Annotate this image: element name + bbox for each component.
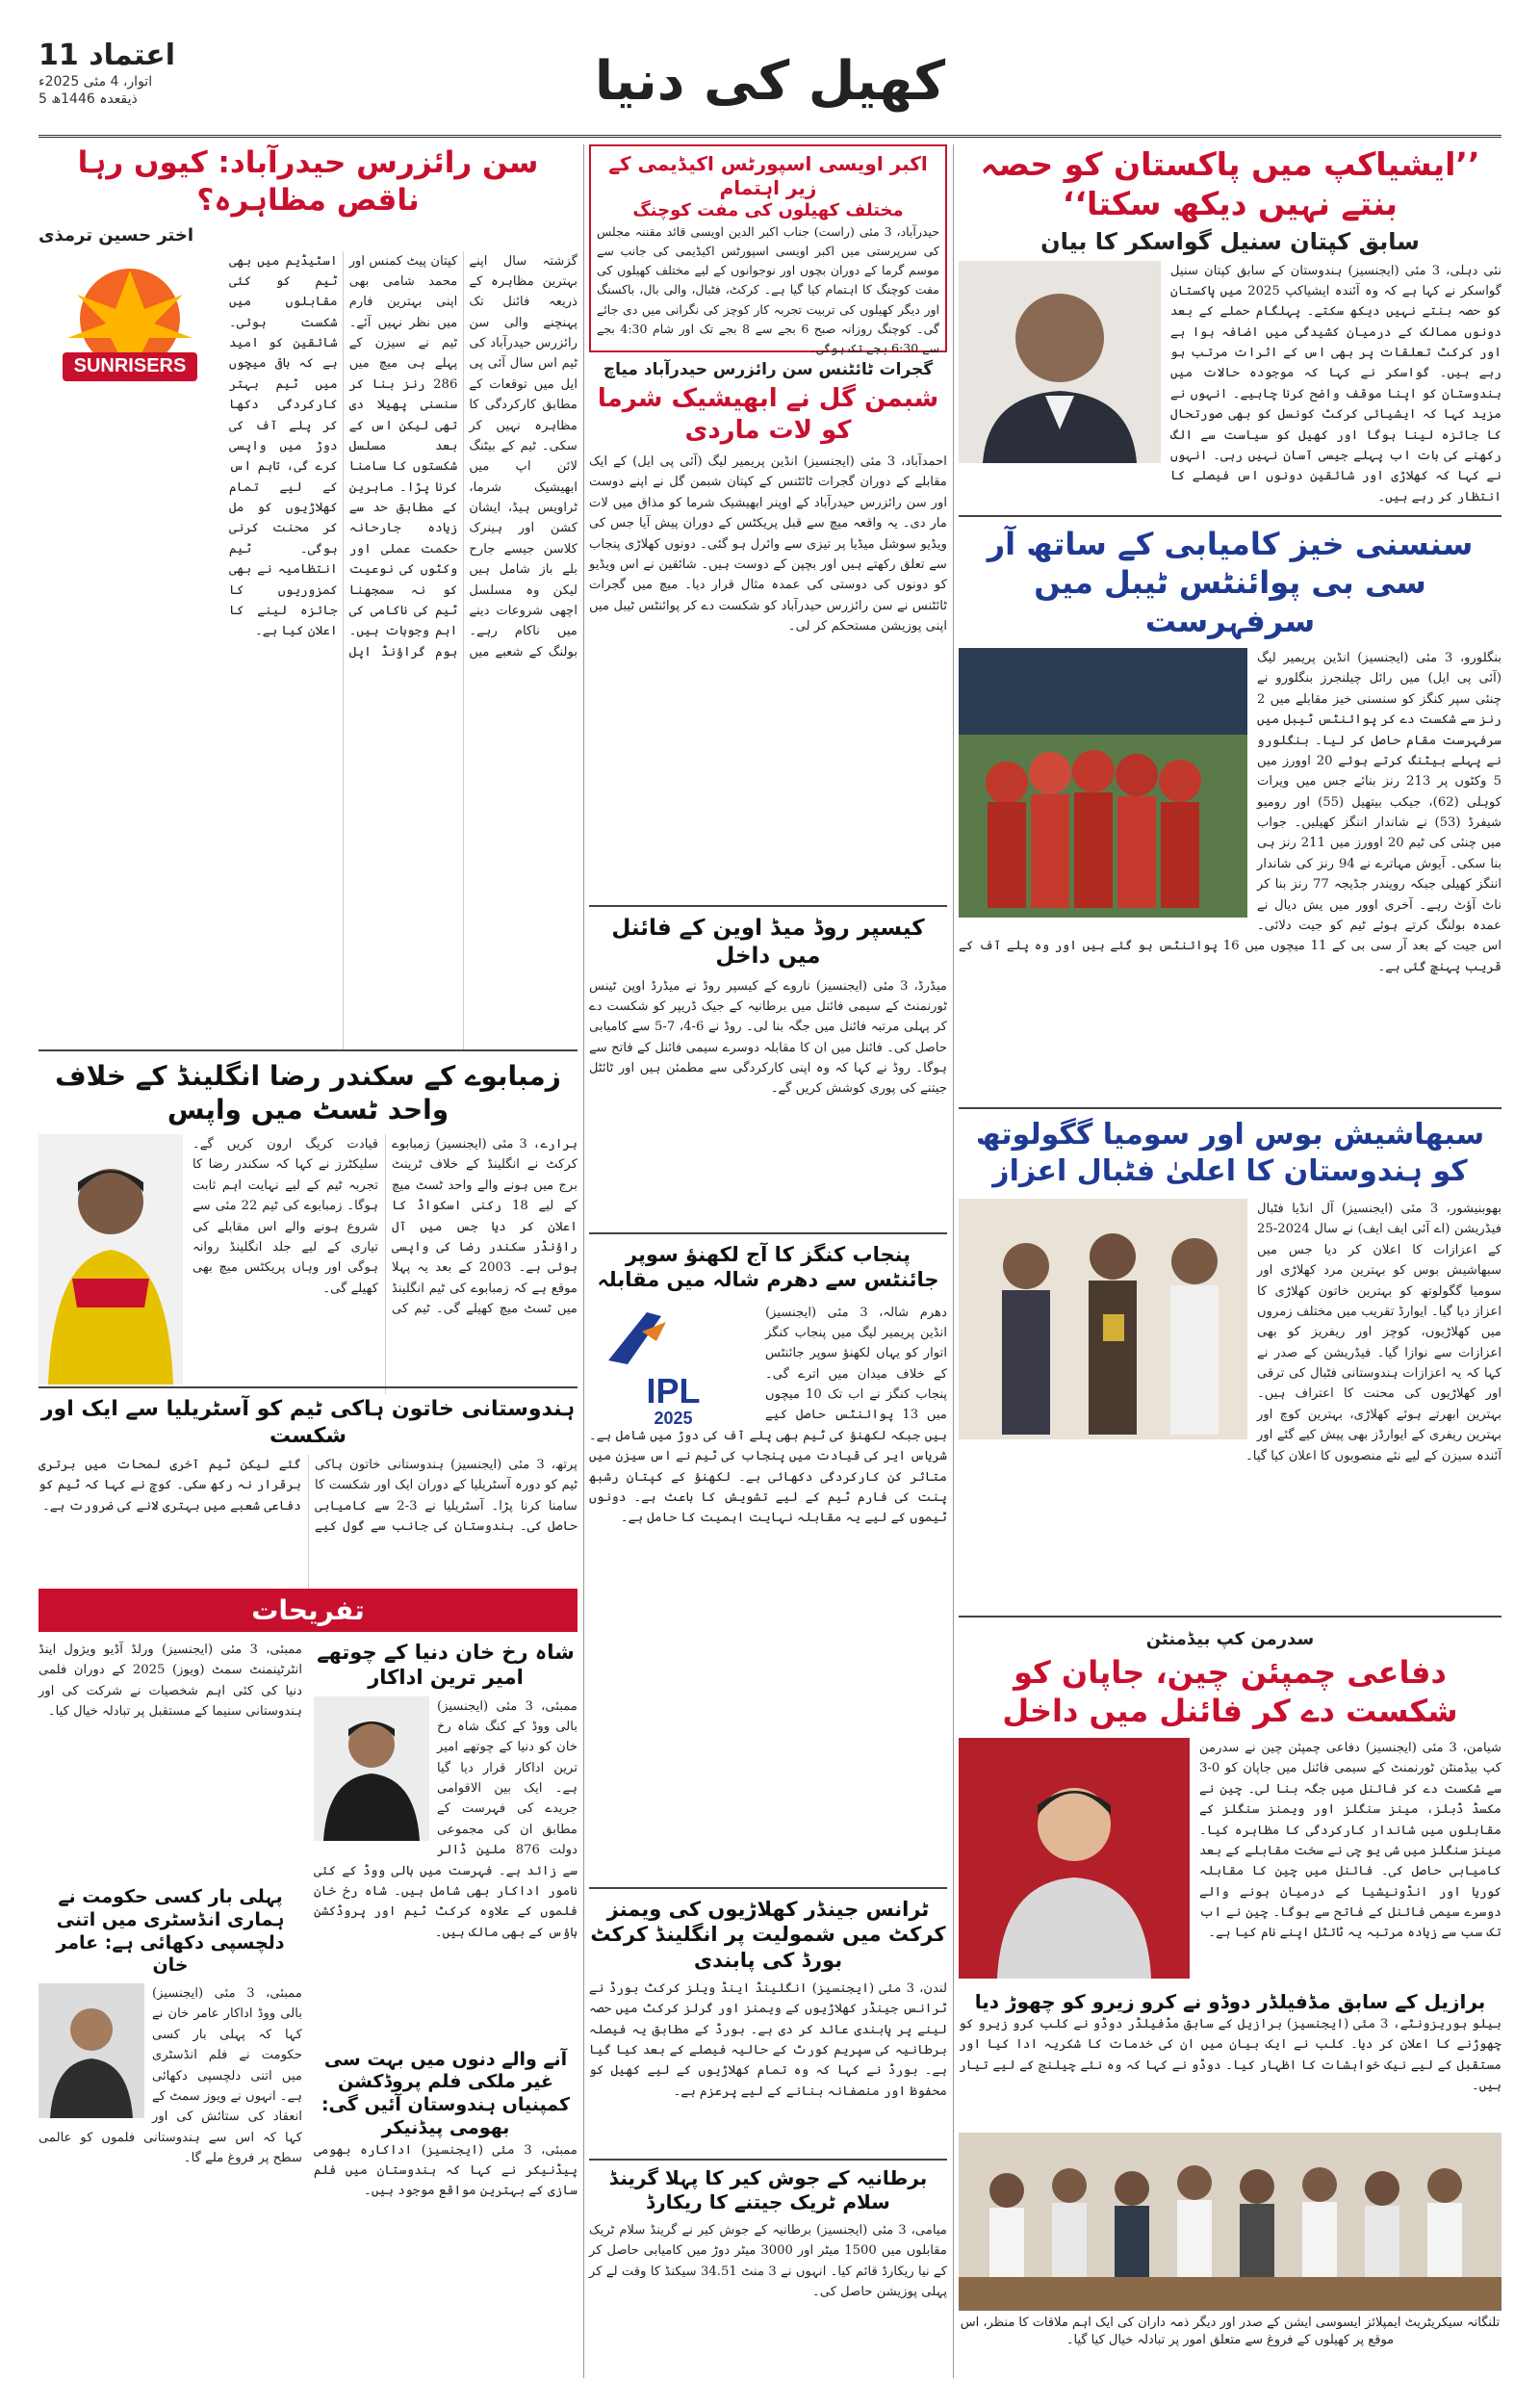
article-badminton	[959, 1625, 1502, 2126]
kicker: سدرمن کپ بیڈمنٹن	[1145, 1629, 1315, 1649]
photo-story-meeting	[959, 2133, 1502, 2378]
right-column	[959, 144, 1502, 2378]
article-body: ہرارے، 3 مئی (ایجنسیز) زمبابوے کرکٹ نے انگلینڈ کے خلاف ٹرینٹ برج میں ہونے والے واحد ٹسٹ میچ کے لیے 18 رکنی اسکواڈ کا اعلان کر دیا جس میں آل راؤنڈر سکندر رضا کی واپسی ہوئی ہے۔ 2003 کے بعد یہ پہلا موقع ہے کہ زمبابوے کی ٹیم انگلینڈ میں ٹسٹ میچ کھیلے گی۔ ٹیم کی قیادت کریگ ارون کریں گے۔ سلیکٹرز نے کہا کہ سکندر رضا کا تجربہ ٹیم کے لیے نہایت اہم ثابت ہوگا۔ زمبابوے کی ٹیم 22 مئی سے شروع ہونے والے اس مقابلے کی تیاری کے لیے جلد انگلینڈ روانہ ہوگی اور وہاں پریکٹس میچ بھی کھیلے گی۔	[192, 1137, 578, 1316]
headline: سنسنی خیز کامیابی کے ساتھ آر سی بی پوائنٹس ٹیبل میں سرفہرست	[987, 526, 1474, 639]
photo-caption: تلنگانہ سیکریٹریٹ ایمپلائز ایسوسی ایشن کے صدر اور دیگر ذمہ داران کی ایک اہم ملاقات کا منظر، اس موقع پر کھیلوں کے فروغ سے متعلق امور پر تبادلہ خیال کیا گیا۔	[960, 2316, 1501, 2348]
article-josh-kerr	[589, 2166, 947, 2378]
headline: پنجاب کنگز کا آج لکھنؤ سوپر جائنٹس سے دھرم شالہ میں مقابلہ	[597, 1243, 939, 1292]
brief-body: بیلو ہوریزونٹے، 3 مئی (ایجنسیز) برازیل کے سابق مڈفیلڈر دوڈو نے کلب کرو زیرو کو چھوڑنے کا اعلان کر دیا۔ کلب نے ایک بیان میں ان کی خدمات کا شکریہ ادا کیا اور مستقبل کے لیے نیک خواہشات کا اظہار کیا۔ دوڈو نے کہا کہ وہ نئے چیلنج کے لیے تیار ہیں۔	[959, 2017, 1502, 2094]
masthead	[38, 39, 1502, 138]
article-body: لندن، 3 مئی (ایجنسیز) انگلینڈ اینڈ ویلز کرکٹ بورڈ نے ٹرانس جینڈر کھلاڑیوں کے ویمنز اور گرلز کرکٹ میں حصہ لینے پر پابندی عائد کر دی ہے۔ بورڈ کے مطابق یہ فیصلہ برطانیہ کی سپریم کورٹ کے حالیہ فیصلے کے بعد کیا گیا ہے۔ بورڈ نے کہا کہ وہ تمام کھلاڑیوں کے لیے کھیل کو محفوظ اور منصفانہ بنانے کے لیے پرعزم ہے۔	[589, 1980, 948, 2099]
srh-logo-text: SUNRISERS	[73, 354, 187, 376]
photo-rcb-team-huddle	[959, 648, 1247, 918]
article-body: ممبئی، 3 مئی (ایجنسیز) بالی ووڈ کے کنگ شاہ رخ خان کو دنیا کے چوتھے امیر ترین اداکار قرار دیا گیا ہے۔ ایک بین الاقوامی جریدے کی فہرست کے مطابق ان کی مجموعی دولت 876 ملین ڈالر سے زائد ہے۔ فہرست میں ہالی ووڈ کے کئی نامور اداکار بھی شامل ہیں۔ شاہ رخ خان فلموں کے علاوہ کرکٹ ٹیم اور پروڈکشن ہاؤس کے بھی مالک ہیں۔	[314, 1698, 578, 1940]
article-body: ممبئی، 3 مئی (ایجنسیز) اداکارہ بھومی پیڈنیکر نے کہا کہ ہندوستان میں فلم سازی کے بہترین مواقع موجود ہیں۔	[314, 2142, 578, 2199]
photo-sikandar-raza	[38, 1134, 183, 1385]
column-divider	[583, 144, 584, 2378]
section-title: کھیل کی دنیا	[594, 50, 946, 113]
headline: سن رائزرس حیدرآباد: کیوں رہا ناقص مظاہرہ؟	[77, 145, 539, 218]
photo-aamir-khan	[38, 1983, 144, 2118]
headline: شبمن گل نے ابھیشیک شرما کو لات ماردی	[597, 384, 939, 445]
article-body: گزشتہ سال اپنے بہترین مظاہرہ کے ذریعہ فائنل تک پہنچنے والی سن رائزرس حیدرآباد کی ٹیم اس سال آئی پی ایل میں توقعات کے مطابق کارکردگی کا مظاہرہ نہیں کر سکی۔ ٹیم کے بیٹنگ لائن اپ میں ابھیشیک شرما، ٹراویس ہیڈ، ایشان کشن اور ہینرک کلاسن جیسے جارح بلے باز شامل ہیں لیکن وہ مسلسل اچھی شروعات دینے میں ناکام رہے۔ بولنگ کے شعبے میں کپتان پیٹ کمنس اور محمد شامی بھی اپنی بہترین فارم میں نظر نہیں آئے۔ ٹیم نے سیزن کے پہلے ہی میچ میں 286 رنز بنا کر سنسنی پھیلا دی تھی لیکن اس کے بعد مسلسل شکستوں کا سامنا کرنا پڑا۔ ماہرین کے مطابق حد سے زیادہ جارحانہ حکمت عملی اور وکٹوں کی نوعیت کو نہ سمجھنا ٹیم کی ناکامی کی اہم وجوہات ہیں۔ ہوم گراؤنڈ اپل اسٹیڈیم میں بھی ٹیم کو کئی مقابلوں میں شکست ہوئی۔ شائقین کو امید ہے کہ باقی میچوں میں ٹیم بہتر کارکردگی دکھا کر پلے آف کی دوڑ میں واپسی کرے گی، تاہم اس کے لیے تمام کھلاڑیوں کو مل کر محنت کرنی ہوگی۔ ٹیم انتظامیہ نے بھی کمزوریوں کا جائزہ لینے کا اعلان کیا ہے۔	[229, 253, 578, 660]
photo-award-ceremony	[959, 1199, 1247, 1439]
article-body: بھوبنیشور، 3 مئی (ایجنسیز) آل انڈیا فٹبال فیڈریشن (اے آئی ایف ایف) نے سال 2024-25 کے اعزازات کا اعلان کر دیا جس میں سبھاشیش بوس کو بہترین مرد کھلاڑی اور سومیا گگولوتھ کو بہترین خاتون کھلاڑی کا اعزاز دیا گیا۔ ایوارڈ تقریب میں مختلف زمروں میں کھلاڑیوں، کوچز اور ریفریز کو بھی اعزازات سے نوازا گیا۔ فیڈریشن کے صدر نے کہا کہ یہ اعزازات ہندوستانی فٹبال کی ترقی اور کھلاڑیوں کی محنت کا اعتراف ہیں۔ بہترین ابھرتے ہوئے کھلاڑی، بہترین کوچ اور بہترین ریفری کے ایوارڈز بھی پیش کیے گئے اور آئندہ سیزن کے لیے نئے منصوبوں کا اعلان کیا گیا۔	[1245, 1202, 1502, 1463]
article-punjab-kings	[589, 1242, 947, 1877]
headline: ’’ایشیاکپ میں پاکستان کو حصہ بنتے نہیں دیکھ سکتا‘‘	[980, 145, 1480, 223]
subheadline: مختلف کھیلوں کی مفت کوچنگ	[632, 200, 904, 220]
entertainment-section	[38, 1589, 578, 2378]
divider	[589, 2159, 947, 2161]
divider	[589, 1887, 947, 1889]
headline: زمبابوے کے سکندر رضا انگلینڈ کے خلاف واحد ٹسٹ میں واپس	[55, 1060, 561, 1126]
article-womens-hockey	[38, 1396, 578, 1579]
photo-group-meeting	[959, 2133, 1502, 2311]
brief-headline: برازیل کے سابق مڈفیلڈر دوڈو نے کرو زیرو کو چھوڑ دیا	[974, 1990, 1486, 2013]
divider	[959, 1107, 1502, 1109]
headline: آنے والے دنوں میں بہت سی غیر ملکی فلم پروڈکشن کمپنیاں ہندوستان آئیں گی: بھومی پیڈنیکر	[321, 2048, 571, 2138]
divider	[959, 515, 1502, 517]
paper-name-page-number: اعتماد 11	[38, 39, 175, 72]
article-body: دھرم شالہ، 3 مئی (ایجنسیز) انڈین پریمیر لیگ میں پنجاب کنگز اتوار کو یہاں لکھنؤ سوپر جائنٹس کے خلاف میدان میں اترے گی۔ پنجاب کنگز نے اب تک 10 میچوں میں 13 پوائنٹس حاصل کیے ہیں جبکہ لکھنؤ کی ٹیم بھی پلے آف کی دوڑ میں شامل ہے۔ شریاس ایر کی قیادت میں پنجاب کی ٹیم نے اس سیزن میں متاثر کن کارکردگی دکھائی ہے۔ لکھنؤ کے کپتان رشبھ پنت کی فارم ٹیم کے لیے تشویش کا باعث ہے۔ دونوں ٹیموں کے لیے یہ مقابلہ نہایت اہمیت کا حامل ہے۔	[589, 1305, 948, 1526]
article-body: شیامن، 3 مئی (ایجنسیز) دفاعی چمپئن چین نے سدرمن کپ بیڈمنٹن ٹورنمنٹ کے سیمی فائنل میں جاپان کو 0-3 سے شکست دے کر فائنل میں جگہ بنا لی۔ چین نے مکسڈ ڈبلز، مینز سنگلز اور ویمنز سنگلز کے مقابلوں میں شاندار کارکردگی کا مظاہرہ کیا۔ مینز سنگلز میں شی یو چی نے سخت مقابلے کے بعد کامیابی حاصل کی۔ فائنل میں چین کا مقابلہ کوریا اور انڈونیشیا کے درمیان ہونے والے دوسرے سیمی فائنل کے فاتح سے ہوگا۔ چین نے اب تک سب سے زیادہ مرتبہ یہ ٹائٹل اپنے نام کیا ہے۔	[1199, 1741, 1502, 1941]
article-body: میامی، 3 مئی (ایجنسیز) برطانیہ کے جوش کیر نے گرینڈ سلام ٹریک مقابلوں میں 1500 میٹر اور 3000 میٹر دوڑ میں کامیابی حاصل کر کے نیا ریکارڈ قائم کیا۔ انہوں نے 3 منٹ 34.51 سیکنڈ کا وقت لے کر پہلی پوزیشن حاصل کی۔	[589, 2223, 947, 2300]
srh-logo	[38, 251, 221, 396]
article-asia-cup	[959, 144, 1502, 510]
article-gill	[589, 356, 947, 895]
ipl-logo-text: IPL	[646, 1370, 701, 1411]
article-body: احمدآباد، 3 مئی (ایجنسیز) انڈین پریمیر لیگ (آئی پی ایل) کے ایک مقابلے کے دوران گجرات ٹائٹنس کے کپتان شبمن گل نے اپنے دوست اور سن رائزرس حیدرآباد کے اوپنر ابھیشیک شرما کو مذاق میں لات مار دی۔ یہ واقعہ میچ سے قبل پریکٹس کے دوران پیش آیا جس کی ویڈیو سوشل میڈیا پر تیزی سے وائرل ہو گئی۔ دونوں کھلاڑی پنجاب سے تعلق رکھتے ہیں اور بچپن کے دوست ہیں۔ شائقین نے اس ویڈیو کو دونوں کی دوستی کی عمدہ مثال قرار دیا۔ میچ میں گجرات ٹائٹنس نے سن رائزرس حیدرآباد کو شکست دے کر پوائنٹس ٹیبل میں اپنی پوزیشن مستحکم کر لی۔	[589, 454, 947, 634]
waves-aamir-story	[38, 1640, 302, 2381]
article-body: بنگلورو، 3 مئی (ایجنسیز) انڈین پریمیر لیگ (آئی پی ایل) میں رائل چیلنجرز بنگلورو نے چنئی سپر کنگز کو سنسنی خیز مقابلے میں 2 رنز سے شکست دے کر پوائنٹس ٹیبل میں سرفہرست مقام حاصل کر لیا۔ بنگلورو نے پہلے بیٹنگ کرتے ہوئے 20 اوورز میں 5 وکٹوں پر 213 رنز بنائے جس میں ویرات کوہلی (62)، جیکب بیتھیل (55) اور رومیو شیفرڈ (53) نے شاندار اننگز کھیلیں۔ جواب میں چنئی کی ٹیم 20 اوورز میں 211 رنز ہی بنا سکی۔ آیوش مہاترے نے 94 رنز کی شاندار اننگز کھیلی جبکہ رویندر جڈیجہ 77 رنز بنا کر ناٹ آؤٹ رہے۔ آخری اوور میں یش دیال نے عمدہ بولنگ کرتے ہوئے ٹیم کو جیت دلائی۔ اس جیت کے بعد آر سی بی کے 11 میچوں میں 16 پوائنٹس ہو گئے ہیں اور وہ پلے آف کے قریب پہنچ گئی ہے۔	[959, 651, 1502, 974]
divider	[959, 1616, 1502, 1618]
divider	[38, 1049, 578, 1051]
divider	[38, 1386, 578, 1388]
photo-badminton-player	[959, 1738, 1190, 1979]
article-football-award	[959, 1117, 1502, 1608]
headline: برطانیہ کے جوش کیر کا پہلا گرینڈ سلام ٹریک جیتنے کا ریکارڈ	[608, 2166, 928, 2213]
article-body: حیدرآباد، 3 مئی (راست) جناب اکبر الدین اویسی قائد مقننہ مجلس کی سرپرستی میں اکبر اویسی اسپورٹس اکیڈیمی کی جانب سے موسم گرما کے دوران بچوں اور نوجوانوں کے لیے مختلف کھیلوں کی مفت کوچنگ کا اہتمام کیا گیا ہے۔ کرکٹ، فٹبال، والی بال، باکسنگ اور دیگر کھیلوں کی تربیت تجربہ کار کوچز کی نگرانی میں دی جائے گی۔ کوچنگ روزانہ صبح 6 بجے سے 8 بجے تک اور شام 4:30 بجے سے 6:30 بجے تک ہوگی۔	[597, 223, 939, 355]
article-body: ممبئی، 3 مئی (ایجنسیز) بالی ووڈ اداکار عامر خان نے کہا کہ پہلی بار کسی حکومت نے فلم انڈسٹری میں اتنی دلچسپی دکھائی ہے۔ انہوں نے ویوز سمٹ کے انعقاد کی ستائش کی اور کہا کہ اس سے ہندوستانی فلموں کو عالمی سطح پر فروغ ملے گا۔	[38, 1986, 302, 2165]
entertainment-banner: تفریحات	[38, 1589, 578, 1632]
article-transgender-ban	[589, 1897, 947, 2152]
article-body: ممبئی، 3 مئی (ایجنسیز) ورلڈ آڈیو ویژول اینڈ انٹرٹینمنٹ سمٹ (ویوز) 2025 کے دوران فلمی دنیا کی کئی اہم شخصیات نے شرکت کی اور ہندوستانی سنیما کے مستقبل پر تبادلہ خیال کیا۔	[38, 1643, 302, 1720]
subheadline: سابق کپتان سنیل گواسکر کا بیان	[1040, 227, 1420, 255]
issue-date: اتوار، 4 مئی 2025ء	[38, 74, 153, 90]
photo-gavaskar	[959, 261, 1161, 463]
ipl-logo-year: 2025	[654, 1408, 693, 1428]
byline: اختر حسین ترمذی	[38, 224, 194, 246]
article-casper-ruud	[589, 915, 947, 1223]
headline: دفاعی چمپئن چین، جاپان کو شکست دے کر فائنل میں داخل	[1002, 1654, 1458, 1729]
article-sunrisers	[38, 144, 578, 1040]
article-body: پرتھ، 3 مئی (ایجنسیز) ہندوستانی خاتون ہاکی ٹیم کو دورہ آسٹریلیا کے دوران ایک اور شکست کا سامنا کرنا پڑا۔ آسٹریلیا نے 3-2 سے کامیابی حاصل کی۔ ہندوستان کی جانب سے گول کیے گئے لیکن ٹیم آخری لمحات میں برتری برقرار نہ رکھ سکی۔ کوچ نے کہا کہ ٹیم کو دفاعی شعبے میں بہتری لانے کی ضرورت ہے۔	[38, 1458, 578, 1535]
ipl-logo	[589, 1303, 757, 1428]
left-column	[38, 144, 578, 2378]
srk-story	[314, 1640, 578, 2381]
headline: ٹرانس جینڈر کھلاڑیوں کی ویمنز کرکٹ میں شمولیت پر انگلینڈ کرکٹ بورڈ کی پابندی	[590, 1898, 946, 1972]
article-academy	[589, 144, 947, 355]
hijri-date: 5 ذیقعدہ 1446ھ	[38, 91, 138, 107]
article-rcb	[959, 525, 1502, 1102]
headline: کیسپر روڈ میڈ اوین کے فائنل میں داخل	[611, 916, 925, 969]
kicker: گجرات ٹائٹنس سن رائزرس حیدرآباد میاچ	[603, 360, 934, 379]
headline: شاہ رخ خان دنیا کے چوتھے امیر ترین اداکار	[317, 1641, 575, 1690]
article-body: میڈرڈ، 3 مئی (ایجنسیز) ناروے کے کیسپر روڈ نے میڈرڈ اوپن ٹینس ٹورنمنٹ کے سیمی فائنل میں برطانیہ کے جیک ڈریپر کو شکست دے کر پہلی مرتبہ فائنل میں جگہ بنا لی۔ روڈ نے 6-4، 7-5 سے کامیابی حاصل کی۔ فائنل میں ان کا مقابلہ دوسرے سیمی فائنل کے فاتح سے ہوگا۔ روڈ نے کہا کہ وہ اپنی کارکردگی سے مطمئن ہیں اور ٹائٹل جیتنے کی پوری کوشش کریں گے۔	[589, 978, 947, 1097]
ipl-batsman-icon	[589, 1303, 757, 1370]
headline: پہلی بار کسی حکومت نے ہماری انڈسٹری میں اتنی دلچسپی دکھائی ہے: عامر خان	[56, 1886, 285, 1977]
headline: سبھاشیش بوس اور سومیا گگولوتھ کو ہندوستان کا اعلیٰ فٹبال اعزاز	[975, 1118, 1485, 1188]
photo-shahrukh-khan	[314, 1696, 429, 1841]
divider	[589, 905, 947, 907]
article-zimbabwe	[38, 1059, 578, 1377]
headline: اکبر اویسی اسپورٹس اکیڈیمی کے زیر اہتمام	[608, 152, 928, 199]
headline: ہندوستانی خاتون ہاکی ٹیم کو آسٹریلیا سے ایک اور شکست	[40, 1397, 576, 1448]
article-body: نئی دہلی، 3 مئی (ایجنسیز) ہندوستان کے سابق کپتان سنیل گواسکر نے کہا ہے کہ وہ آئندہ ایشیاکپ 2025 میں پاکستان کو حصہ بنتے نہیں دیکھ سکتے۔ پہلگام حملے کے بعد دونوں ممالک کے درمیان کشیدگی میں اضافہ ہوا ہے اور کرکٹ تعلقات پر بھی اس کے اثرات مرتب ہو رہے ہیں۔ گواسکر نے کہا کہ موجودہ حالات میں ہندوستان کو اپنا موقف واضح کرنا چاہیے۔ انہوں نے مزید کہا کہ ایشیائی کرکٹ کونسل کو بھی صورتحال کا جائزہ لینا ہوگا اور کھیل کو سیاست سے الگ رکھنے کی بات اب پہلے جیسی آسان نہیں رہی۔ انہوں نے کہا کہ کھلاڑی اور شائقین دونوں اس فیصلے کا انتظار کر رہے ہیں۔	[1170, 263, 1502, 505]
divider	[589, 1232, 947, 1234]
middle-column	[589, 144, 947, 2378]
column-divider	[953, 144, 954, 2378]
